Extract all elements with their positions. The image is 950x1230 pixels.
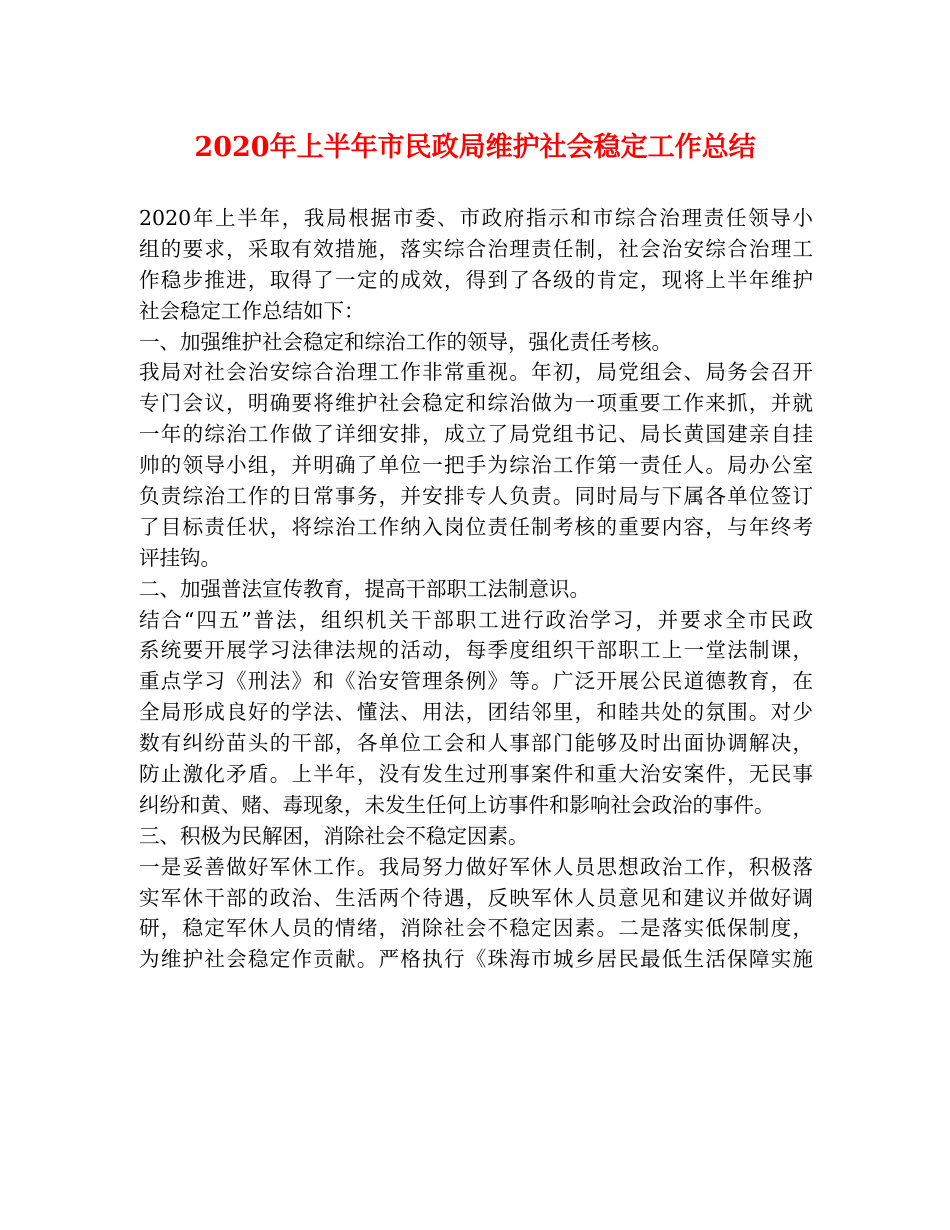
- section-heading-3: 三、积极为民解困，消除社会不稳定因素。: [139, 823, 529, 848]
- document-body: [139, 203, 813, 975]
- section-heading-1: 一、加强维护社会稳定和综治工作的领导，强化责任考核。: [139, 329, 672, 354]
- body-line: 防止激化矛盾。上半年，没有发生过刑事案件和重大治安案件，无民事: [139, 762, 813, 787]
- body-line: 一年的综治工作做了详细安排，成立了局党组书记、局长黄国建亲自挂: [139, 422, 813, 447]
- body-line: 数有纠纷苗头的干部，各单位工会和人事部门能够及时出面协调解决，: [139, 731, 813, 756]
- section-heading-2: 二、加强普法宣传教育，提高干部职工法制意识。: [139, 576, 590, 601]
- body-line: 结合“四五”普法，组织机关干部职工进行政治学习，并要求全市民政: [139, 607, 813, 632]
- body-line: 系统要开展学习法律法规的活动，每季度组织干部职工上一堂法制课，: [139, 638, 813, 663]
- body-line: 研，稳定军休人员的情绪，消除社会不稳定因素。二是落实低保制度，: [139, 916, 813, 941]
- body-line: 纠纷和黄、赌、毒现象，未发生任何上访事件和影响社会政治的事件。: [139, 792, 775, 817]
- body-line: 了目标责任状，将综治工作纳入岗位责任制考核的重要内容，与年终考: [139, 514, 813, 539]
- body-line: 我局对社会治安综合治理工作非常重视。年初，局党组会、局务会召开: [139, 360, 813, 385]
- body-line: 为维护社会稳定作贡献。严格执行《珠海市城乡居民最低生活保障实施: [139, 947, 813, 972]
- body-line: 评挂钩。: [139, 545, 221, 570]
- body-line: 帅的领导小组，并明确了单位一把手为综治工作第一责任人。局办公室: [139, 453, 813, 478]
- body-line: 一是妥善做好军休工作。我局努力做好军休人员思想政治工作，积极落: [139, 854, 813, 879]
- body-line: 专门会议，明确要将维护社会稳定和综治做为一项重要工作来抓，并就: [139, 391, 813, 416]
- body-line: 组的要求，采取有效措施，落实综合治理责任制，社会治安综合治理工: [139, 236, 813, 261]
- document-title: 2020年上半年市民政局维护社会稳定工作总结: [194, 132, 756, 163]
- body-line: 负责综治工作的日常事务，并安排专人负责。同时局与下属各单位签订: [139, 484, 813, 509]
- body-line: 社会稳定工作总结如下：: [139, 298, 365, 323]
- body-line: 重点学习《刑法》和《治安管理条例》等。广泛开展公民道德教育，在: [139, 669, 813, 694]
- body-line: 实军休干部的政治、生活两个待遇，反映军休人员意见和建议并做好调: [139, 885, 813, 910]
- body-line: 2020年上半年，我局根据市委、市政府指示和市综合治理责任领导小: [139, 206, 813, 230]
- body-line: 全局形成良好的学法、懂法、用法，团结邻里，和睦共处的氛围。对少: [139, 700, 813, 725]
- body-line: 作稳步推进，取得了一定的成效，得到了各级的肯定，现将上半年维护: [139, 267, 813, 292]
